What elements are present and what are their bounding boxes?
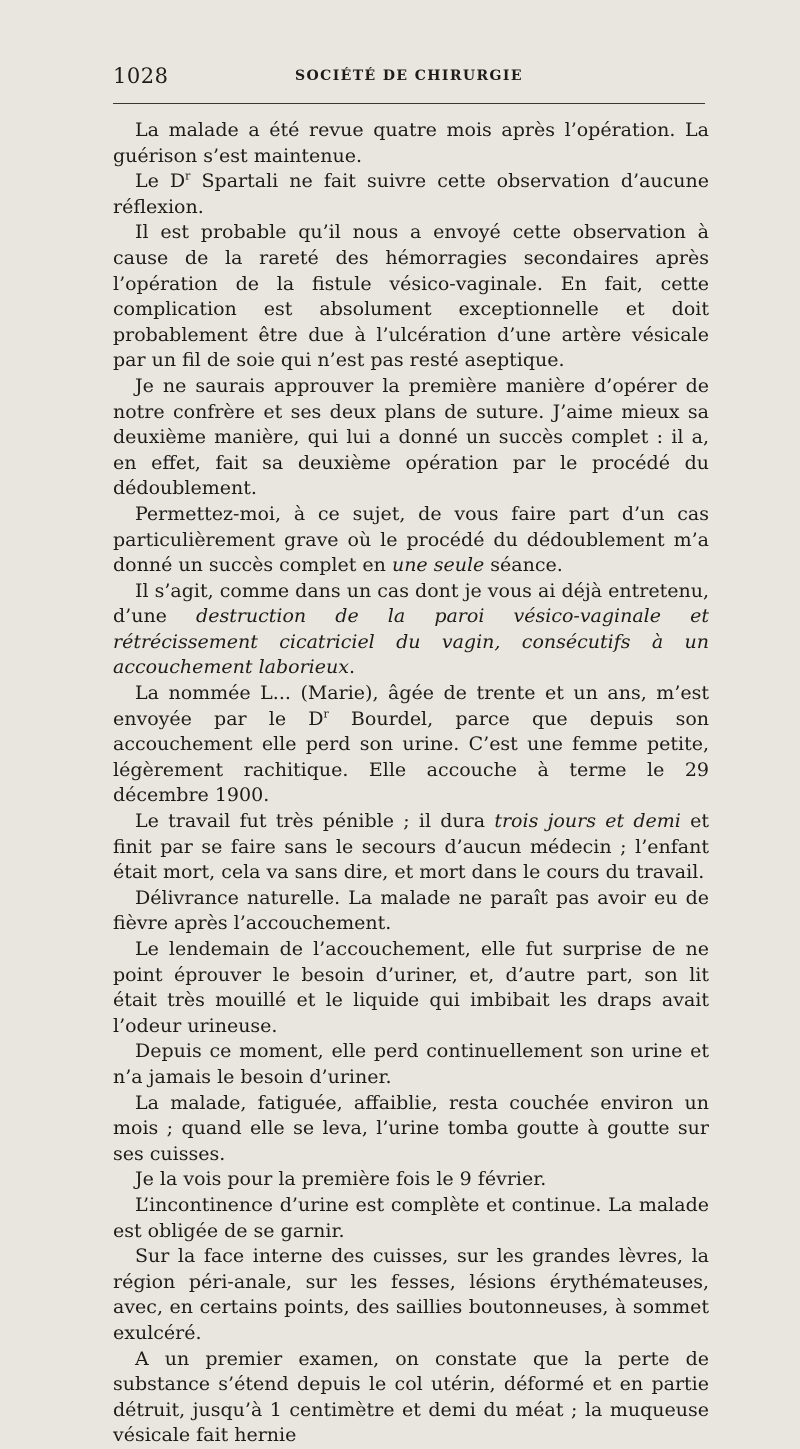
header-rule — [113, 103, 705, 104]
paragraph: L’incontinence d’urine est complète et continue. La malade est obligée de se garnir. — [113, 1193, 709, 1242]
running-title: SOCIÉTÉ DE CHIRURGIE — [295, 68, 523, 84]
paragraph: La malade, fatiguée, affaiblie, resta couchée environ un mois ; quand elle se leva, l’urine tomba goutte à goutte sur ses cuisses. — [113, 1091, 709, 1165]
paragraph: Le travail fut très pénible ; il dura trois jours et demi et finit par se faire sans le secours d’aucun médecin ; l’enfant était mort, cela va sans dire, et mort dans le cours du travail. — [113, 810, 710, 884]
paragraph: Sur la face interne des cuisses, sur les grandes lèvres, la région péri-anale, sur les fesses, lésions érythémateuses, avec, en certains points, des saillies boutonneuses, à sommet exulcéré. — [113, 1245, 709, 1344]
paragraph: Délivrance naturelle. La malade ne paraît pas avoir eu de fièvre après l’accouchement. — [113, 886, 709, 935]
paragraph: Il s’agit, comme dans un cas dont je vous ai déjà entretenu, d’une destruction de la paroi vésico-vaginale et rétrécissement cicatriciel du vagin, consécutifs à un accouchement laborieux. — [113, 579, 709, 679]
paragraph: Le lendemain de l’accouchement, elle fut surprise de ne point éprouver le besoin d’uriner, et, d’autre part, son lit était très mouillé et le liquide qui imbibait les draps avait l’odeur urineuse. — [113, 938, 709, 1037]
paragraph: Je ne saurais approuver la première manière d’opérer de notre confrère et ses deux plans de suture. J’aime mieux sa deuxième manière, qui lui a donné un succès complet : il a, en effet, fait sa deuxième opération par le procédé du dédoublement. — [113, 374, 709, 500]
body-text — [113, 118, 709, 1449]
paragraph: La malade a été revue quatre mois après l’opération. La guérison s’est maintenue. — [113, 119, 709, 167]
paragraph: Il est probable qu’il nous a envoyé cette observation à cause de la rareté des hémorragies secondaires après l’opération de la fistule vésico-vaginale. En fait, cette complication est absolument exceptionnelle et doit probablement être due à l’ulcération d’une artère vésicale par un fil de soie qui n’est pas resté aseptique. — [113, 221, 709, 372]
page-header — [113, 60, 705, 94]
paragraph: La nommée L... (Marie), âgée de trente et un ans, m’est envoyée par le $D^r$ Bourdel, parce que depuis son accouchement elle perd son urine. C’est une femme petite, légèrement rachitique. Elle accouche à terme le 29 décembre 1900. — [113, 682, 709, 807]
paragraph: Je la vois pour la première fois le 9 février. — [135, 1168, 547, 1191]
paragraph: Depuis ce moment, elle perd continuellement son urine et n’a jamais le besoin d’uriner. — [113, 1040, 709, 1088]
paragraph: Le $D^r$ Spartali ne fait suivre cette observation d’aucune réflexion. — [113, 169, 709, 218]
paragraph: A un premier examen, on constate que la perte de substance s’étend depuis le col utérin, déformé et en partie détruit, jusqu’à 1 centimètre et demi du méat ; la muqueuse vésicale fait hernie — [113, 1347, 709, 1447]
page-number: 1028 — [113, 64, 169, 88]
paragraph: Permettez-moi, à ce sujet, de vous faire part d’un cas particulièrement grave où le procédé du dédoublement m’a donné un succès complet en une seule séance. — [113, 502, 709, 577]
